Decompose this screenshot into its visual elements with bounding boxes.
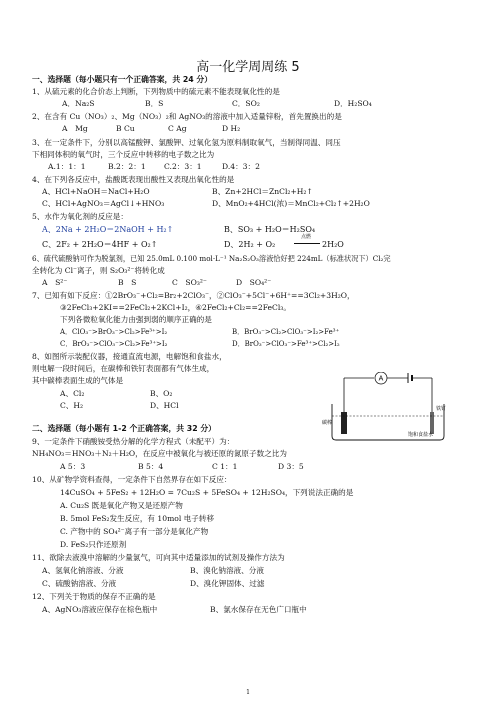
section-1-heading: 一、选择题（每小题只有一个正确答案，共 24 分） — [32, 75, 213, 84]
q6-option-d: D SO₄²⁻ — [236, 278, 272, 287]
question-6-line-2: 全转化为 Cl⁻离子，则 S₂O₃²⁻将转化成 — [32, 266, 165, 275]
question-3-line-1: 3、在一定条件下，分别以高锰酸钾、氯酸钾、过氧化氢为原料制取氧气，当制得同温、同压 — [32, 138, 341, 147]
q2-option-b: B Cu — [116, 124, 135, 133]
q11-option-c: C、硫酸钠溶液、分液 — [42, 579, 117, 588]
q5-option-d: D、2H₂ + O₂ — [224, 240, 276, 249]
q2-option-c: C Ag — [168, 124, 187, 133]
question-3-line-2: 下相同体积的氧气时，三个反应中转移的电子数之比为 — [32, 150, 215, 159]
page-number: 1 — [246, 689, 250, 696]
q8-option-d: D、HCl — [150, 401, 179, 410]
question-9-line-2: NH₄NO₃＝HNO₃＋N₂＋H₂O，在反应中被氧化与被还原的氮原子数之比为 — [32, 449, 287, 458]
q8-option-b: B、O₂ — [150, 389, 173, 398]
q3-option-c: C.2：3：1 — [164, 162, 202, 171]
q2-option-a: A Mg — [62, 124, 88, 133]
q6-option-a: A S²⁻ — [42, 278, 68, 287]
question-1: 1、从硫元素的化合价态上判断，下列物质中的硫元素不能表现氧化性的是 — [32, 87, 280, 96]
question-11: 11、欲除去液溴中溶解的少量氯气，可向其中适量添加的试剂及操作方法为 — [32, 553, 285, 562]
q4-option-a: A、HCl+NaOH＝NaCl+H₂O — [42, 187, 150, 196]
q7-option-c: C．BrO₃⁻>ClO₃⁻>Cl₂>Fe³⁺>I₂ — [60, 340, 168, 348]
question-5: 5、水作为氧化剂的反应是： — [32, 212, 128, 221]
q7-option-b: B．BrO₃⁻>Cl₂>ClO₃⁻>I₂>Fe³⁺ — [232, 328, 340, 336]
question-8-line-3: 其中碳棒表面生成的气体是 — [32, 376, 124, 385]
q10-option-d: D. FeS₂只作还原剂 — [60, 540, 127, 549]
question-6-line-1: 6、硫代硫酸钠可作为脱氯剂，已知 25.0mL 0.100 mol·L⁻¹ Na₂S₂O₃溶液恰好把 224mL（标准状况下）Cl₂完 — [32, 254, 391, 263]
q6-option-c: C SO₃²⁻ — [172, 278, 207, 287]
carbon-rod-label: 碳棒 — [322, 420, 333, 426]
question-10-line-1: 10、从矿物学资料查得，一定条件下自然界存在如下反应： — [32, 475, 232, 484]
page-title: 高一化学周周练 5 — [196, 60, 300, 75]
q4-option-c: C、HCl+AgNO₃＝AgCl↓+HNO₃ — [42, 199, 165, 208]
q9-option-d: D 3：5 — [278, 462, 304, 471]
q4-option-d: D、MnO₂+4HCl(浓)＝MnCl₂+Cl₂↑+2H₂O — [212, 199, 370, 208]
q9-option-c: C 1：1 — [212, 462, 238, 471]
q5-option-a: A、2Na + 2H₂O＝2NaOH + H₂↑ — [42, 225, 174, 234]
question-9-line-1: 9、一定条件下硝酸铵受热分解的化学方程式（未配平）为： — [32, 437, 235, 446]
iron-nail-electrode — [430, 412, 434, 434]
q1-option-d: D．H₂SO₄ — [334, 99, 372, 108]
question-2: 2、在含有 Cu（NO₃）₂、Mg（NO₃）₂和 AgNO₃的溶液中加入适量锌粉，首先置换出的是 — [32, 112, 342, 121]
q11-option-d: D、溴化钾固体、过滤 — [190, 579, 265, 588]
question-7-line-2: ③2FeCl₃+2KI==2FeCl₂+2KCl+I₂，④2FeCl₂+Cl₂==2FeCl₃。 — [60, 303, 291, 312]
q3-option-d: D.4：3：2 — [222, 162, 260, 171]
q10-option-b: B. 5mol FeS₂发生反应，有 10mol 电子转移 — [60, 514, 215, 523]
q10-option-a: A. Cu₂S 既是氧化产物又是还原产物 — [60, 501, 183, 510]
q12-option-b: B、氯水保存在无色广口瓶中 — [210, 605, 307, 614]
reaction-arrow-line — [294, 243, 320, 244]
iron-nail-label: 铁钉 — [436, 406, 447, 412]
q7-option-a: A．ClO₃⁻>BrO₃⁻>Cl₂>Fe³⁺>I₂ — [60, 328, 168, 336]
q1-option-c: C．SO₂ — [232, 99, 260, 108]
q5-option-d-product: 2H₂O — [322, 240, 344, 249]
carbon-rod-electrode — [341, 412, 347, 434]
q7-option-d: D．BrO₃⁻>ClO₃⁻>Fe³⁺>Cl₂>I₂ — [232, 340, 340, 348]
q5-option-c: C、2F₂ + 2H₂O＝4HF + O₂↑ — [42, 240, 158, 249]
q1-option-a: A．Na₂S — [62, 99, 95, 108]
question-12: 12、下列关于物质的保存不正确的是 — [32, 592, 156, 601]
q3-option-b: B.2：2：1 — [108, 162, 146, 171]
q4-option-b: B、Zn+2HCl＝ZnCl₂+H₂↑ — [212, 187, 313, 196]
ammeter-label: A — [378, 375, 384, 383]
question-10-line-2: 14CuSO₄ + 5FeS₂ + 12H₂O = 7Cu₂S + 5FeSO₄ + 12H₂SO₄，下列说法正确的是 — [60, 488, 354, 497]
q12-option-a: A、AgNO₃溶液应保存在棕色瓶中 — [42, 605, 158, 614]
question-4: 4、在下列各反应中，盐酸既表现出酸性又表现出氧化性的是 — [32, 175, 235, 184]
q8-option-c: C、H₂ — [60, 401, 84, 410]
q11-option-a: A、氢氧化钠溶液、分液 — [42, 566, 124, 575]
q6-option-b: B S — [118, 278, 137, 287]
q11-option-b: B、溴化钠溶液、分液 — [190, 566, 264, 575]
q9-option-b: B 5：4 — [138, 462, 164, 471]
question-8-line-1: 8、如图所示装配仪器，接通直流电源，电解饱和食盐水， — [32, 352, 227, 361]
ignition-condition: 点燃 — [301, 234, 312, 240]
solution-label: 饱和食盐水 — [408, 432, 434, 438]
q8-option-a: A、Cl₂ — [60, 389, 85, 398]
q2-option-d: D H₂ — [222, 124, 241, 133]
q9-option-a: A 5：3 — [60, 462, 86, 471]
q10-option-c: C. 产物中的 SO₄²⁻离子有一部分是氧化产物 — [60, 527, 209, 536]
question-8-line-2: 则电解一段时间后，在碳棒和铁钉表面都有气体生成， — [32, 364, 215, 373]
electrolysis-apparatus-figure — [318, 372, 458, 444]
section-2-heading: 二、选择题（每小题有 1-2 个正确答案，共 32 分） — [32, 424, 216, 433]
question-7-line-1: 7、已知有如下反应：①2BrO₃⁻+Cl₂=Br₂+2ClO₃⁻，②ClO₃⁻+5Cl⁻+6H⁺==3Cl₂+3H₂O， — [32, 291, 355, 300]
q1-option-b: B．S — [145, 99, 164, 108]
q3-option-a: A.1：1：1 — [48, 162, 86, 171]
q5-option-b: B、SO₃ + H₂O＝H₂SO₄ — [224, 225, 316, 234]
question-7-line-3: 下列各微粒氧化能力由强到弱的顺序正确的是 — [60, 315, 212, 324]
